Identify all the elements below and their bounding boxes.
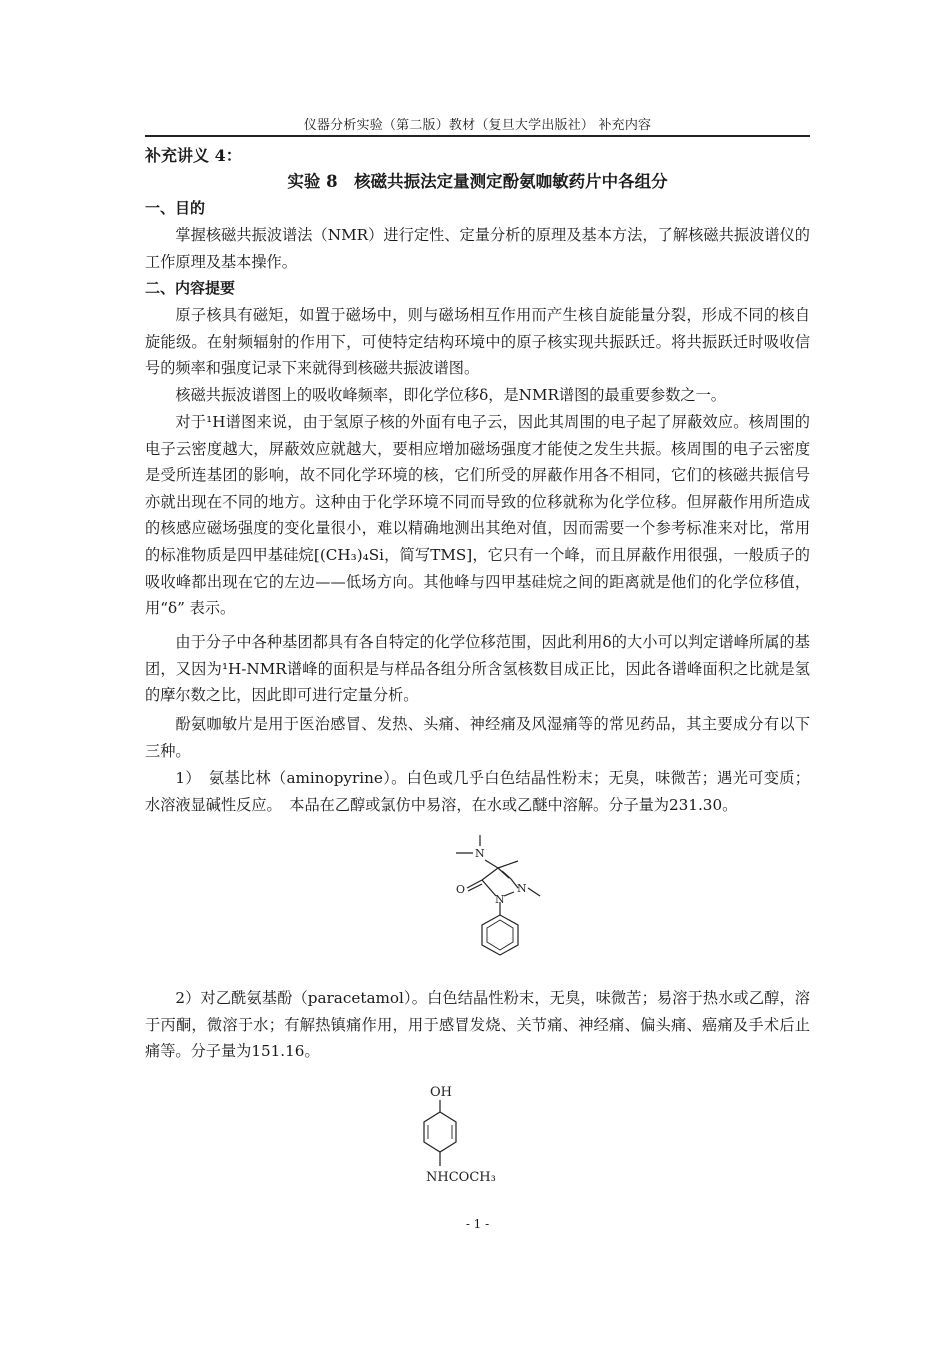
atom-o: O: [456, 883, 466, 896]
section-heading-purpose: 一、目的: [145, 199, 206, 217]
aminopyrine-paragraph: 1） 氨基比林（aminopyrine）。白色或几乎白色结晶性粉末；无臭，味微苦；遇光可变质；水溶液显碱性反应。 本品在乙醇或氯仿中易溶，在水或乙醚中溶解。分子量为231.30。: [145, 769, 810, 814]
summary-paragraph-3: 对于¹H谱图来说，由于氢原子核的外面有电子云，因此其周围的电子起了屏蔽效应。核周围的电子云密度越大，屏蔽效应就越大，要相应增加磁场强度才能使之发生共振。核周围的电子云密度是受所连基团的影响，故不同化学环境的核，它们所受的屏蔽作用各不相同，它们的核磁共振信号亦就出现在不同的地方。这种由于化学环境不同而导致的位移就称为化学位移。但屏蔽作用所造成的核感应磁场强度的变化量很小，难以精确地测出其绝对值，因而需要一个参考标准来对比，常用的标准物质是四甲基硅烷[(CH₃)₄Si，简写TMS]，它只有一个峰，而且屏蔽作用很强，一般质子的吸收峰都出现在它的左边——低场方向。其他峰与四甲基硅烷之间的距离就是他们的化学位移值，用“δ” 表示。: [145, 413, 810, 618]
purpose-paragraph: 掌握核磁共振波谱法（NMR）进行定性、定量分析的原理及基本方法，了解核磁共振波谱仪的工作原理及基本操作。: [145, 226, 810, 271]
aminopyrine-structure: [440, 830, 560, 962]
atom-n1: N: [495, 893, 505, 906]
section-heading-summary: 二、内容提要: [145, 279, 236, 297]
lecture-label: 补充讲义 4：: [145, 146, 242, 165]
summary-paragraph-4: 由于分子中各种基团都具有各自特定的化学位移范围，因此利用δ的大小可以判定谱峰所属的基团，又因为¹H-NMR谱峰的面积是与样品各组分所含氢核数目成正比，因此各谱峰面积之比就是氢的摩尔数之比，因此即可进行定量分析。: [145, 633, 810, 705]
paracetamol-structure: [412, 1080, 512, 1198]
running-header: 仪器分析实验（第二版）教材（复旦大学出版社） 补充内容: [303, 118, 652, 133]
paracetamol-paragraph: 2）对乙酰氨基酚（paracetamol）。白色结晶性粉末，无臭，味微苦；易溶于热水或乙醇，溶于丙酮，微溶于水；有解热镇痛作用，用于感冒发烧、关节痛、神经痛、偏头痛、癌痛及手术后止痛等。分子量为151.16。: [145, 989, 810, 1061]
atom-n-dimethylamino: N: [475, 847, 485, 860]
atom-n2: N: [517, 882, 527, 895]
summary-paragraph-5: 酚氨咖敏片是用于医治感冒、发热、头痛、神经痛及风湿痛等的常见药品，其主要成分有以下三种。: [145, 715, 810, 760]
page-number: - 1 -: [465, 1217, 490, 1231]
hydroxyl-label: OH: [430, 1085, 452, 1100]
header-rule: [145, 135, 810, 137]
acetamido-label: NHCOCH₃: [426, 1170, 496, 1185]
summary-paragraph-2: 核磁共振波谱图上的吸收峰频率，即化学位移δ，是NMR谱图的最重要参数之一。: [175, 386, 726, 404]
summary-paragraph-1: 原子核具有磁矩，如置于磁场中，则与磁场相互作用而产生核自旋能量分裂，形成不同的核自旋能级。在射频辐射的作用下，可使特定结构环境中的原子核实现共振跃迁。将共振跃迁时吸收信号的频率和强度记录下来就得到核磁共振波谱图。: [145, 306, 810, 378]
experiment-title: 实验 8 核磁共振法定量测定酚氨咖敏药片中各组分: [287, 172, 668, 191]
